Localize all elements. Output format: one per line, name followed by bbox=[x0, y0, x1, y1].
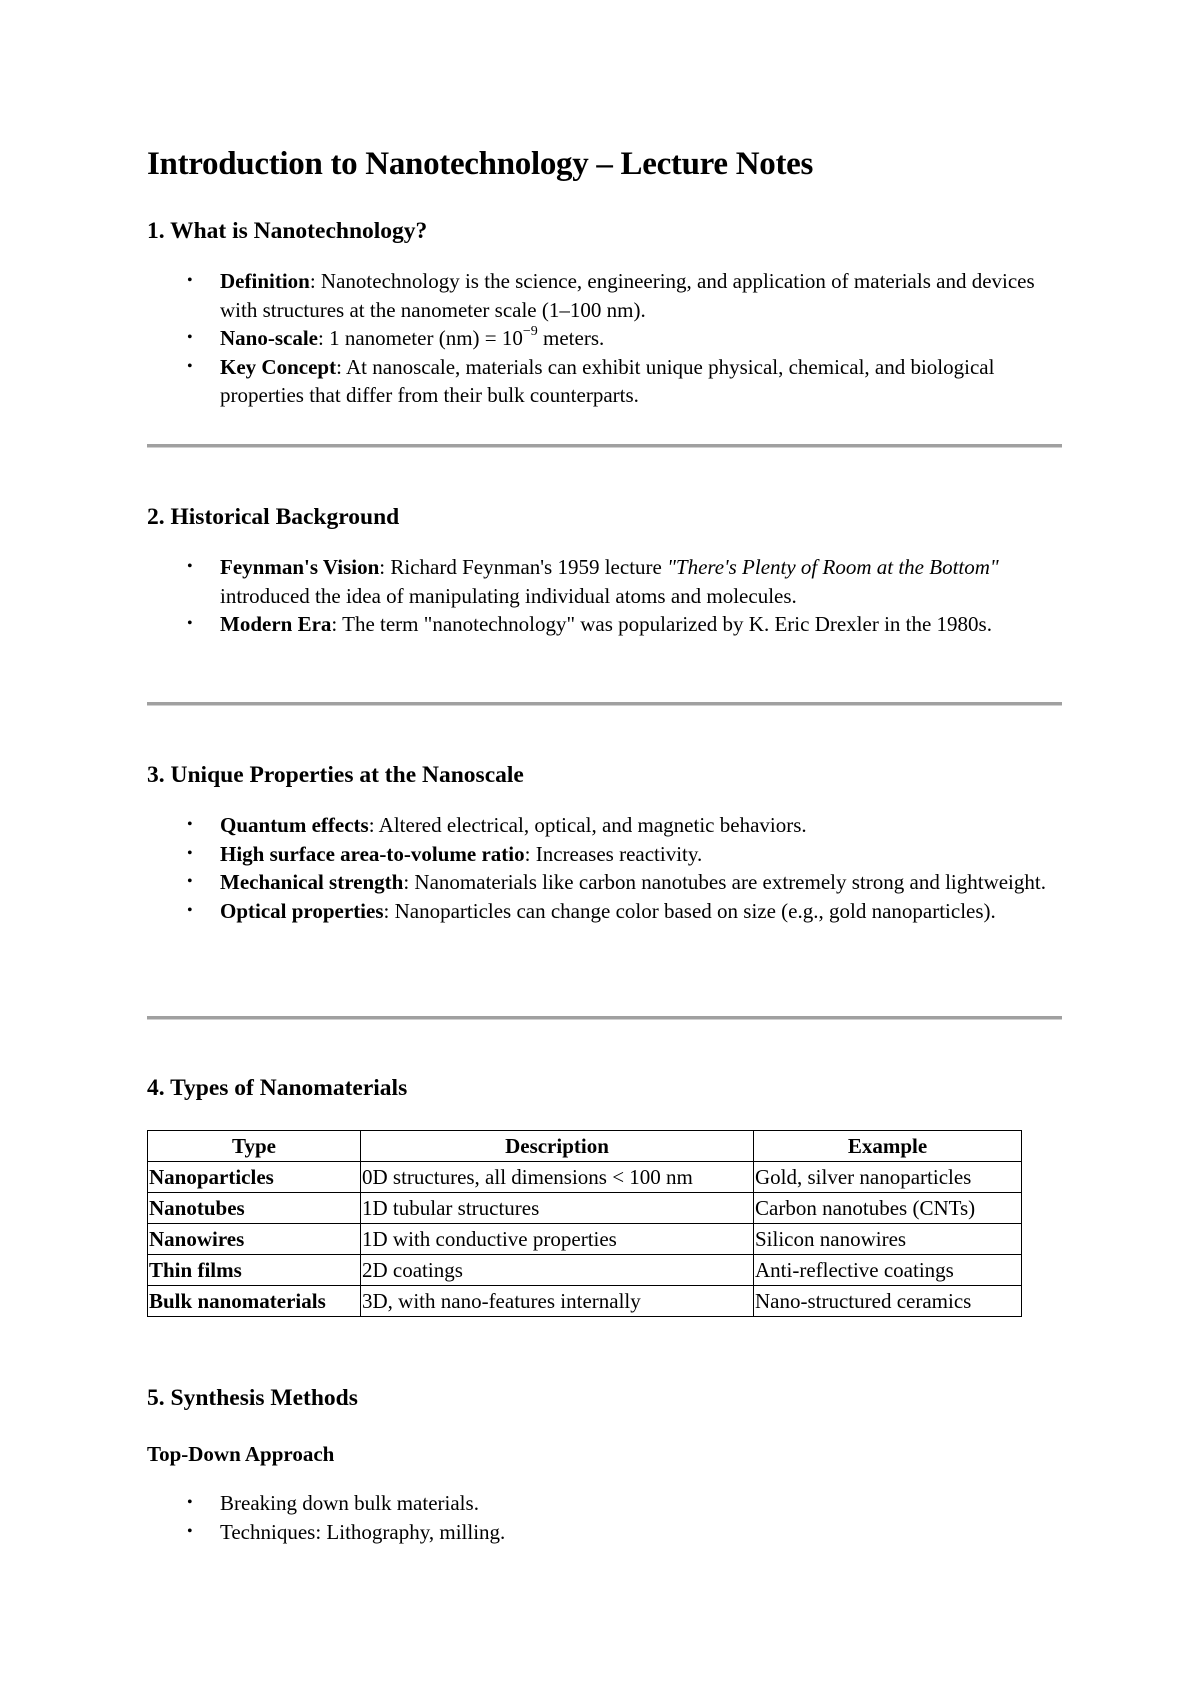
item-text: introduced the idea of manipulating individual atoms and molecules. bbox=[220, 583, 797, 608]
item-term: Modern Era bbox=[220, 612, 332, 636]
section-heading: 2. Historical Background bbox=[147, 504, 400, 530]
horizontal-rule bbox=[147, 444, 1062, 448]
column-header-description: Description bbox=[361, 1131, 754, 1162]
item-text: : Richard Feynman's 1959 lecture bbox=[379, 555, 668, 579]
section-heading: 4. Types of Nanomaterials bbox=[147, 1075, 408, 1101]
cell-type: Nanowires bbox=[148, 1224, 361, 1255]
bullet-icon: • bbox=[187, 844, 193, 862]
section-synthesis-methods bbox=[147, 1385, 1062, 1546]
list-item bbox=[147, 811, 1062, 840]
item-term: Mechanical strength bbox=[220, 870, 404, 894]
cell-example: Anti-reflective coatings bbox=[754, 1255, 1022, 1286]
list-item bbox=[147, 868, 1062, 897]
column-header-type: Type bbox=[148, 1131, 361, 1162]
table-row bbox=[148, 1286, 1022, 1317]
cell-type: Nanotubes bbox=[148, 1193, 361, 1224]
table-row bbox=[148, 1255, 1022, 1286]
item-text: : Nanotechnology is the science, engineering, and application of materials and devices with structures at the nanometer scale (1–100 nm). bbox=[220, 269, 1035, 322]
table-header-row bbox=[148, 1131, 1022, 1162]
item-text: : The term "nanotechnology" was popularized by K. Eric Drexler in the 1980s. bbox=[331, 612, 992, 636]
cell-example: Nano-structured ceramics bbox=[754, 1286, 1022, 1317]
item-term: Definition bbox=[220, 269, 310, 293]
item-text: : Nanoparticles can change color based on size (e.g., gold nanoparticles). bbox=[383, 898, 996, 923]
lecture-title-quote: "There's Plenty of Room at the Bottom" bbox=[667, 555, 999, 579]
bullet-icon: • bbox=[187, 901, 193, 919]
table-row bbox=[148, 1193, 1022, 1224]
exponent: −9 bbox=[522, 324, 538, 339]
cell-description: 1D tubular structures bbox=[361, 1193, 754, 1224]
item-term: High surface area-to-volume ratio bbox=[220, 841, 525, 866]
horizontal-rule bbox=[147, 1016, 1062, 1020]
table-row bbox=[148, 1224, 1022, 1255]
cell-description: 0D structures, all dimensions < 100 nm bbox=[361, 1162, 754, 1193]
bullet-icon: • bbox=[187, 272, 193, 289]
item-term: Optical properties bbox=[220, 898, 384, 923]
bullet-icon: • bbox=[187, 558, 193, 575]
section-heading: 3. Unique Properties at the Nanoscale bbox=[147, 762, 524, 788]
section-heading: 5. Synthesis Methods bbox=[147, 1385, 358, 1411]
item-text: : Nanomaterials like carbon nanotubes are extremely strong and lightweight. bbox=[403, 870, 1046, 894]
item-text: Techniques: Lithography, milling. bbox=[220, 1519, 506, 1544]
cell-type: Bulk nanomaterials bbox=[148, 1286, 361, 1317]
list-item bbox=[147, 1518, 1062, 1547]
bullet-icon: • bbox=[187, 1494, 193, 1511]
item-text: meters. bbox=[537, 326, 605, 350]
cell-example: Carbon nanotubes (CNTs) bbox=[754, 1193, 1022, 1224]
cell-description: 2D coatings bbox=[361, 1255, 754, 1286]
section-types-of-nanomaterials bbox=[147, 1075, 1062, 1313]
cell-type: Nanoparticles bbox=[148, 1162, 361, 1193]
page-title: Introduction to Nanotechnology – Lecture Notes bbox=[147, 146, 814, 182]
item-term: Feynman's Vision bbox=[220, 555, 380, 579]
cell-example: Gold, silver nanoparticles bbox=[754, 1162, 1022, 1193]
list-item bbox=[147, 1489, 1062, 1518]
list-item bbox=[147, 267, 1062, 324]
list-item bbox=[147, 324, 1062, 353]
item-term: Key Concept bbox=[220, 354, 337, 379]
bullet-icon: • bbox=[187, 816, 193, 833]
nanomaterials-table bbox=[147, 1130, 1022, 1317]
bullet-icon: • bbox=[187, 873, 193, 890]
bullet-icon: • bbox=[187, 329, 193, 346]
section-heading: 1. What is Nanotechnology? bbox=[147, 218, 428, 244]
list-item bbox=[147, 897, 1062, 926]
subsection-heading: Top-Down Approach bbox=[147, 1442, 335, 1466]
list-item bbox=[147, 840, 1062, 869]
item-term: Quantum effects bbox=[220, 813, 369, 837]
cell-type: Thin films bbox=[148, 1255, 361, 1286]
item-term: Nano-scale bbox=[220, 326, 318, 350]
horizontal-rule bbox=[147, 702, 1062, 706]
bullet-list bbox=[147, 553, 1062, 639]
item-text: Breaking down bulk materials. bbox=[220, 1491, 479, 1515]
bullet-list bbox=[147, 1489, 1062, 1546]
table-row bbox=[148, 1162, 1022, 1193]
bullet-icon: • bbox=[187, 615, 193, 632]
list-item bbox=[147, 610, 1062, 639]
cell-description: 3D, with nano-features internally bbox=[361, 1286, 754, 1317]
list-item bbox=[147, 553, 1062, 610]
bullet-list bbox=[147, 267, 1062, 410]
section-what-is-nanotechnology bbox=[147, 218, 1062, 410]
bullet-list bbox=[147, 811, 1062, 925]
cell-example: Silicon nanowires bbox=[754, 1224, 1022, 1255]
cell-description: 1D with conductive properties bbox=[361, 1224, 754, 1255]
item-text: : At nanoscale, materials can exhibit unique physical, chemical, and biological properties that differ from their bulk counterparts. bbox=[220, 354, 995, 407]
item-text: : Altered electrical, optical, and magnetic behaviors. bbox=[368, 813, 807, 837]
bullet-icon: • bbox=[187, 357, 193, 375]
section-unique-properties bbox=[147, 762, 1062, 925]
column-header-example: Example bbox=[754, 1131, 1022, 1162]
section-historical-background bbox=[147, 504, 1062, 639]
list-item bbox=[147, 353, 1062, 410]
bullet-icon: • bbox=[187, 1522, 193, 1540]
item-text: : Increases reactivity. bbox=[524, 841, 703, 866]
item-text: : 1 nanometer (nm) = 10 bbox=[318, 326, 523, 350]
